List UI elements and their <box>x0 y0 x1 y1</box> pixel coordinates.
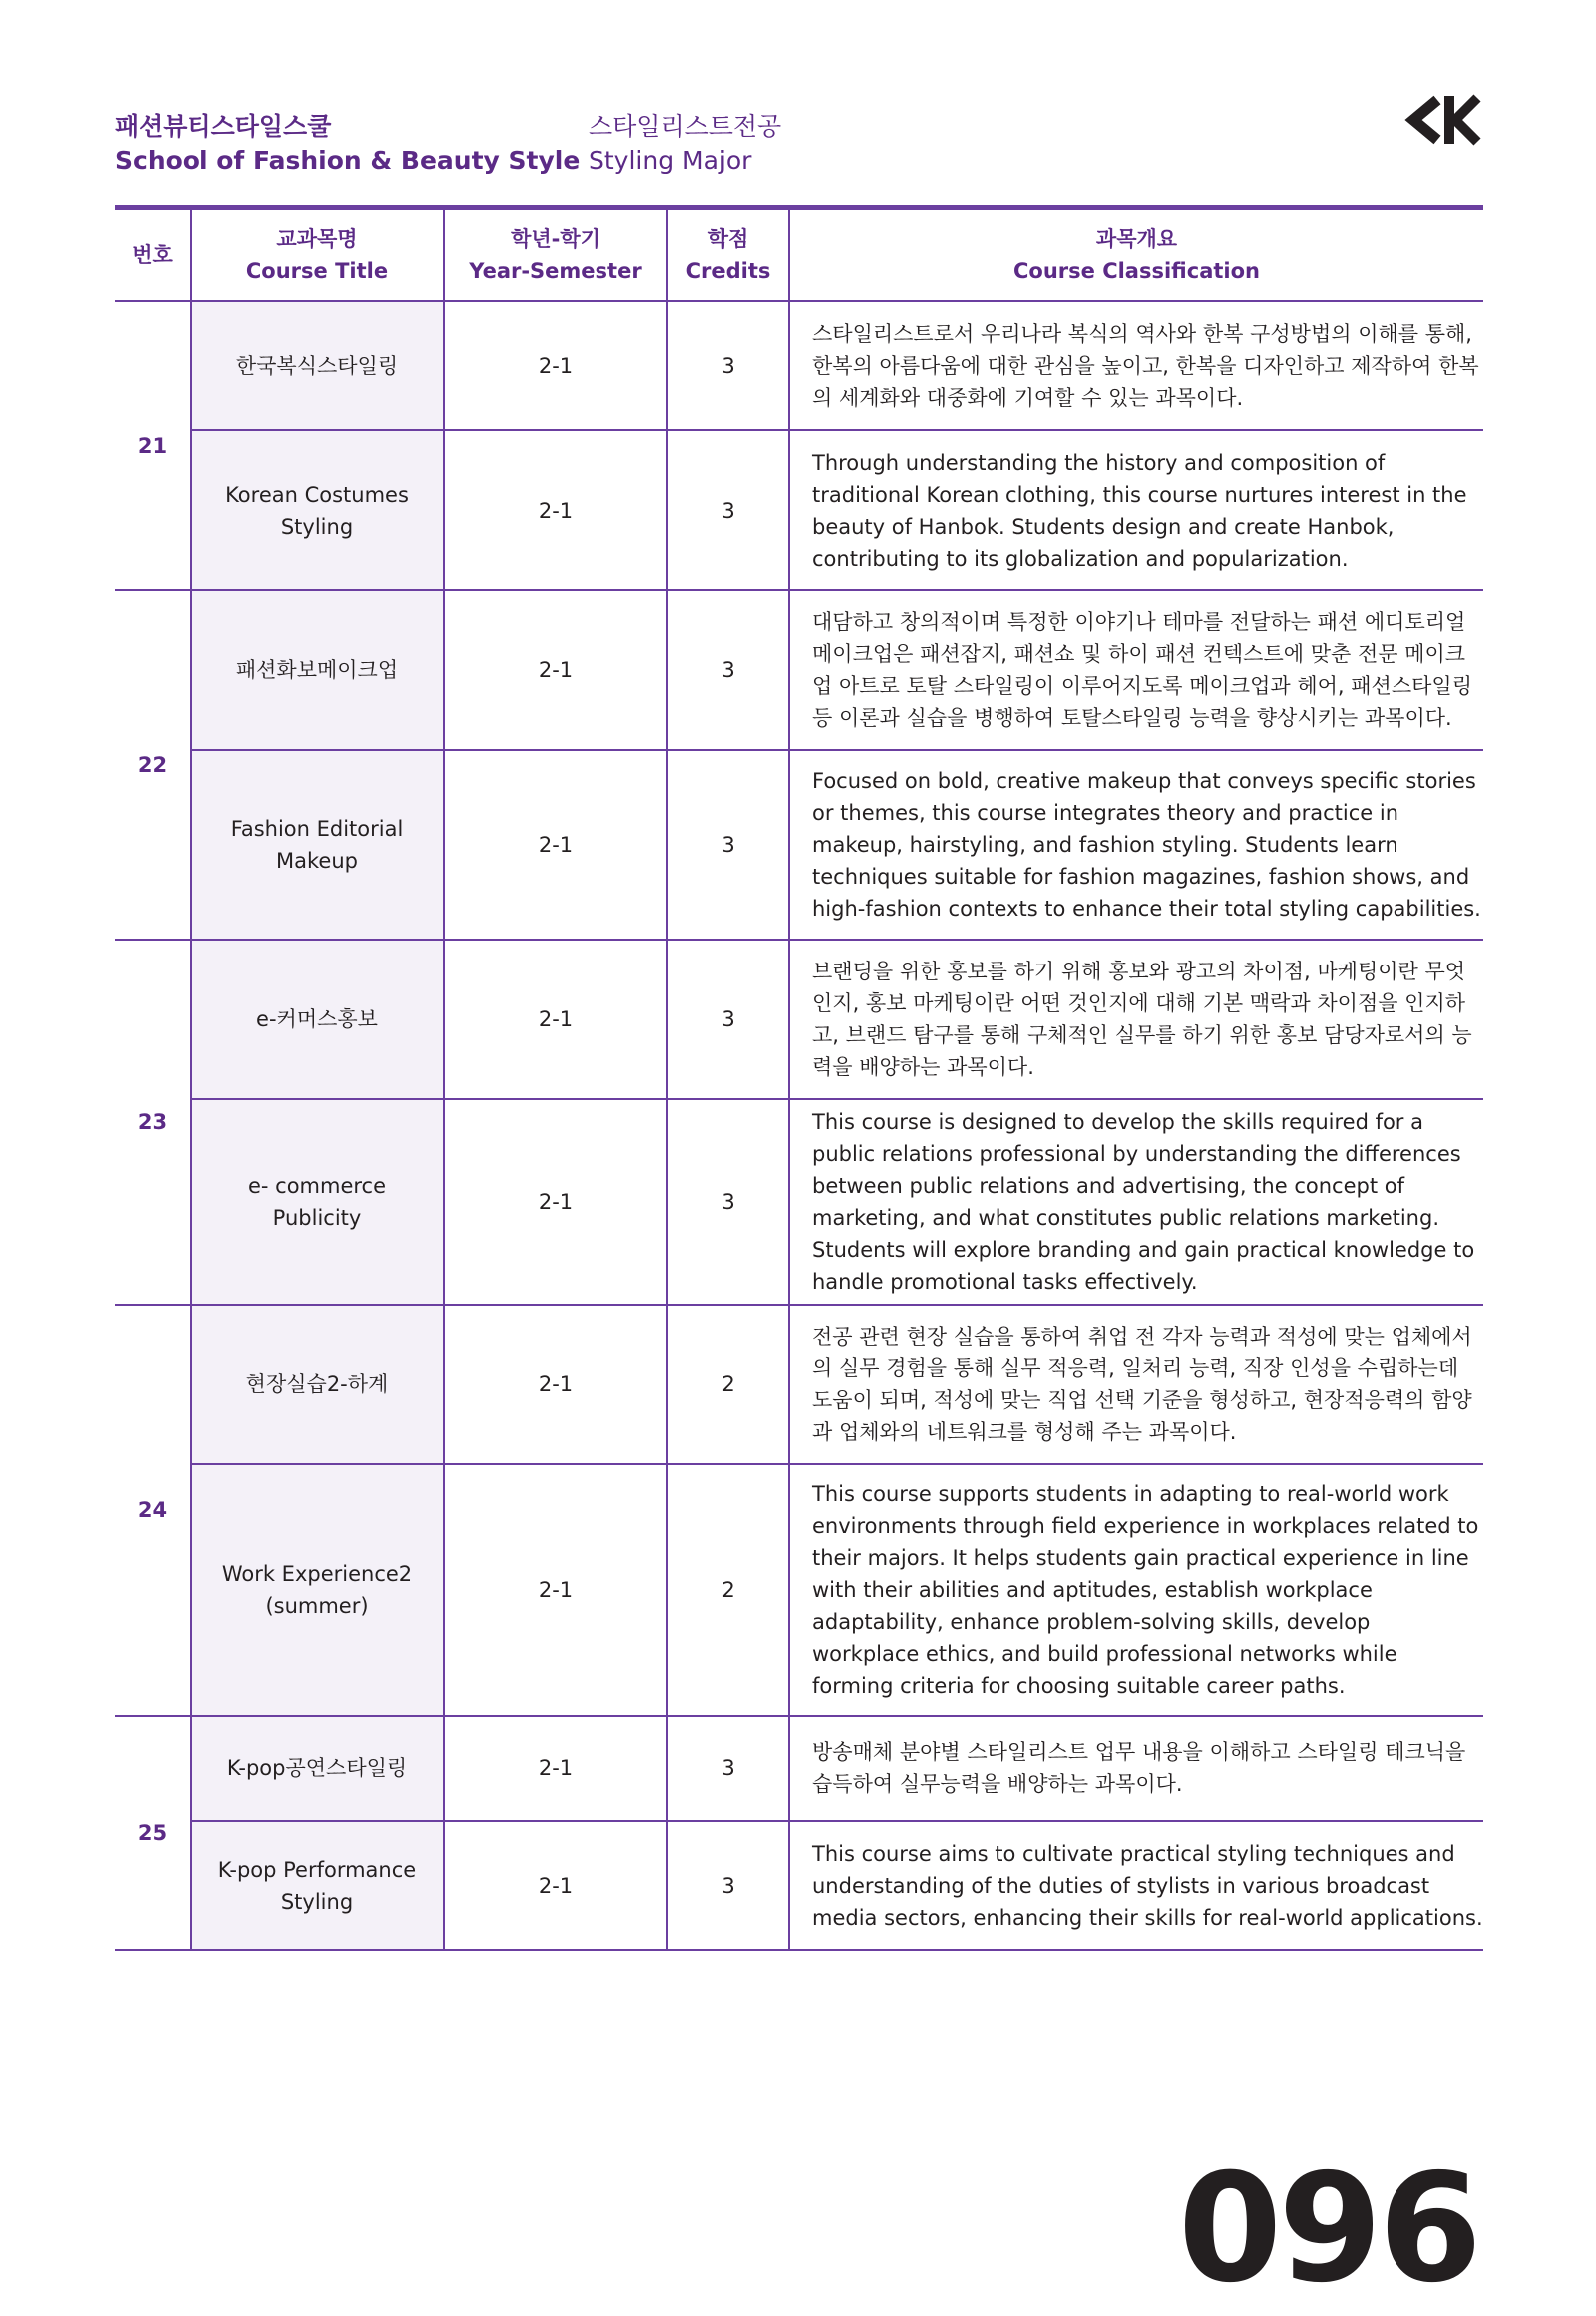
credits: 3 <box>667 1821 789 1950</box>
major-name-en: Styling Major <box>589 146 752 175</box>
page-header <box>115 110 1481 199</box>
course-title: e- commerce Publicity <box>191 1099 444 1305</box>
school-name <box>115 110 580 178</box>
year-semester: 2-1 <box>444 1099 667 1305</box>
table-row <box>115 301 1483 430</box>
credits: 3 <box>667 940 789 1099</box>
table-row <box>115 1716 1483 1821</box>
credits: 3 <box>667 590 789 750</box>
year-semester: 2-1 <box>444 1821 667 1950</box>
table-row <box>115 1099 1483 1305</box>
course-description: This course is designed to develop the skills required for a public relations professional by understanding the differences between public relations and advertising, the concept of marketing, and what constitutes public relations marketing. Students will explore branding and gain practical knowledge to handle promotional tasks effectively. <box>789 1099 1483 1305</box>
course-number: 25 <box>115 1716 191 1950</box>
year-semester: 2-1 <box>444 430 667 590</box>
course-number: 21 <box>115 301 191 590</box>
course-number: 23 <box>115 940 191 1305</box>
major-name <box>589 110 781 178</box>
course-description: This course supports students in adapting to real-world work environments through field experience in workplaces related to their majors. It helps students gain practical experience in line with their abilities and aptitudes, establish workplace adaptability, enhance problem-solving skills, develop workplace ethics, and build professional networks while forming criteria for choosing suitable career paths. <box>789 1464 1483 1716</box>
table-header-row <box>115 210 1483 301</box>
credits: 3 <box>667 1099 789 1305</box>
course-description: 전공 관련 현장 실습을 통하여 취업 전 각자 능력과 적성에 맞는 업체에서의 실무 경험을 통해 실무 적응력, 일처리 능력, 직장 인성을 수립하는데 도움이 되며, 적성에 맞는 직업 선택 기준을 형성하고, 현장적응력의 함양과 업체와의 네트워크를 형성해 주는 과목이다. <box>789 1305 1483 1464</box>
course-title: 패션화보메이크업 <box>191 590 444 750</box>
year-semester: 2-1 <box>444 1716 667 1821</box>
table-row <box>115 940 1483 1099</box>
table-row <box>115 1821 1483 1950</box>
header-credits: 학점 Credits <box>667 210 789 301</box>
page-number: 096 <box>1177 2142 1478 2316</box>
school-name-en: School of Fashion & Beauty Style <box>115 146 581 175</box>
header-number: 번호 <box>115 210 191 301</box>
table-row <box>115 1305 1483 1464</box>
credits: 2 <box>667 1305 789 1464</box>
table-row <box>115 590 1483 750</box>
year-semester: 2-1 <box>444 1305 667 1464</box>
header-course-title: 교과목명 Course Title <box>191 210 444 301</box>
credits: 3 <box>667 1716 789 1821</box>
year-semester: 2-1 <box>444 940 667 1099</box>
credits: 3 <box>667 430 789 590</box>
course-title: 현장실습2-하계 <box>191 1305 444 1464</box>
course-table <box>115 210 1483 1951</box>
course-title: Work Experience2 (summer) <box>191 1464 444 1716</box>
table-row <box>115 430 1483 590</box>
course-description: 방송매체 분야별 스타일리스트 업무 내용을 이해하고 스타일링 테크닉을 습득하여 실무능력을 배양하는 과목이다. <box>789 1716 1483 1821</box>
course-title: K-pop Performance Styling <box>191 1821 444 1950</box>
course-description: 대담하고 창의적이며 특정한 이야기나 테마를 전달하는 패션 에디토리얼 메이크업은 패션잡지, 패션쇼 및 하이 패션 컨텍스트에 맞춘 전문 메이크업 아트로 토탈 스타일링이 이루어지도록 메이크업과 헤어, 패션스타일링 등 이론과 실습을 병행하여 토탈스타일링 능력을 향상시키는 과목이다. <box>789 590 1483 750</box>
course-number: 24 <box>115 1305 191 1716</box>
major-name-ko: 스타일리스트전공 <box>589 112 782 141</box>
school-name-ko: 패션뷰티스타일스쿨 <box>115 112 332 141</box>
course-title: K-pop공연스타일링 <box>191 1716 444 1821</box>
course-description: 스타일리스트로서 우리나라 복식의 역사와 한복 구성방법의 이해를 통해, 한복의 아름다움에 대한 관심을 높이고, 한복을 디자인하고 제작하여 한복의 세계화와 대중화에 기여할 수 있는 과목이다. <box>789 301 1483 430</box>
credits: 2 <box>667 1464 789 1716</box>
course-title: Fashion Editorial Makeup <box>191 750 444 940</box>
table-row <box>115 1464 1483 1716</box>
table-row <box>115 750 1483 940</box>
course-description: Focused on bold, creative makeup that conveys specific stories or themes, this course integrates theory and practice in makeup, hairstyling, and fashion styling. Students learn techniques suitable for fashion magazines, fashion shows, and high-fashion contexts to enhance their total styling capabilities. <box>789 750 1483 940</box>
ck-logo-icon <box>1403 92 1481 148</box>
credits: 3 <box>667 750 789 940</box>
course-description: Through understanding the history and composition of traditional Korean clothing, this course nurtures interest in the beauty of Hanbok. Students design and create Hanbok, contributing to its globalization and popularization. <box>789 430 1483 590</box>
course-description: 브랜딩을 위한 홍보를 하기 위해 홍보와 광고의 차이점, 마케팅이란 무엇인지, 홍보 마케팅이란 어떤 것인지에 대해 기본 맥락과 차이점을 인지하고, 브랜드 탐구를 통해 구체적인 실무를 하기 위한 홍보 담당자로서의 능력을 배양하는 과목이다. <box>789 940 1483 1099</box>
course-title: e-커머스홍보 <box>191 940 444 1099</box>
header-year-semester: 학년-학기 Year-Semester <box>444 210 667 301</box>
header-course-classification: 과목개요 Course Classification <box>789 210 1483 301</box>
course-title: Korean Costumes Styling <box>191 430 444 590</box>
year-semester: 2-1 <box>444 1464 667 1716</box>
year-semester: 2-1 <box>444 750 667 940</box>
year-semester: 2-1 <box>444 301 667 430</box>
year-semester: 2-1 <box>444 590 667 750</box>
course-number: 22 <box>115 590 191 940</box>
credits: 3 <box>667 301 789 430</box>
course-description: This course aims to cultivate practical styling techniques and understanding of the duties of stylists in various broadcast media sectors, enhancing their skills for real-world applications. <box>789 1821 1483 1950</box>
course-title: 한국복식스타일링 <box>191 301 444 430</box>
